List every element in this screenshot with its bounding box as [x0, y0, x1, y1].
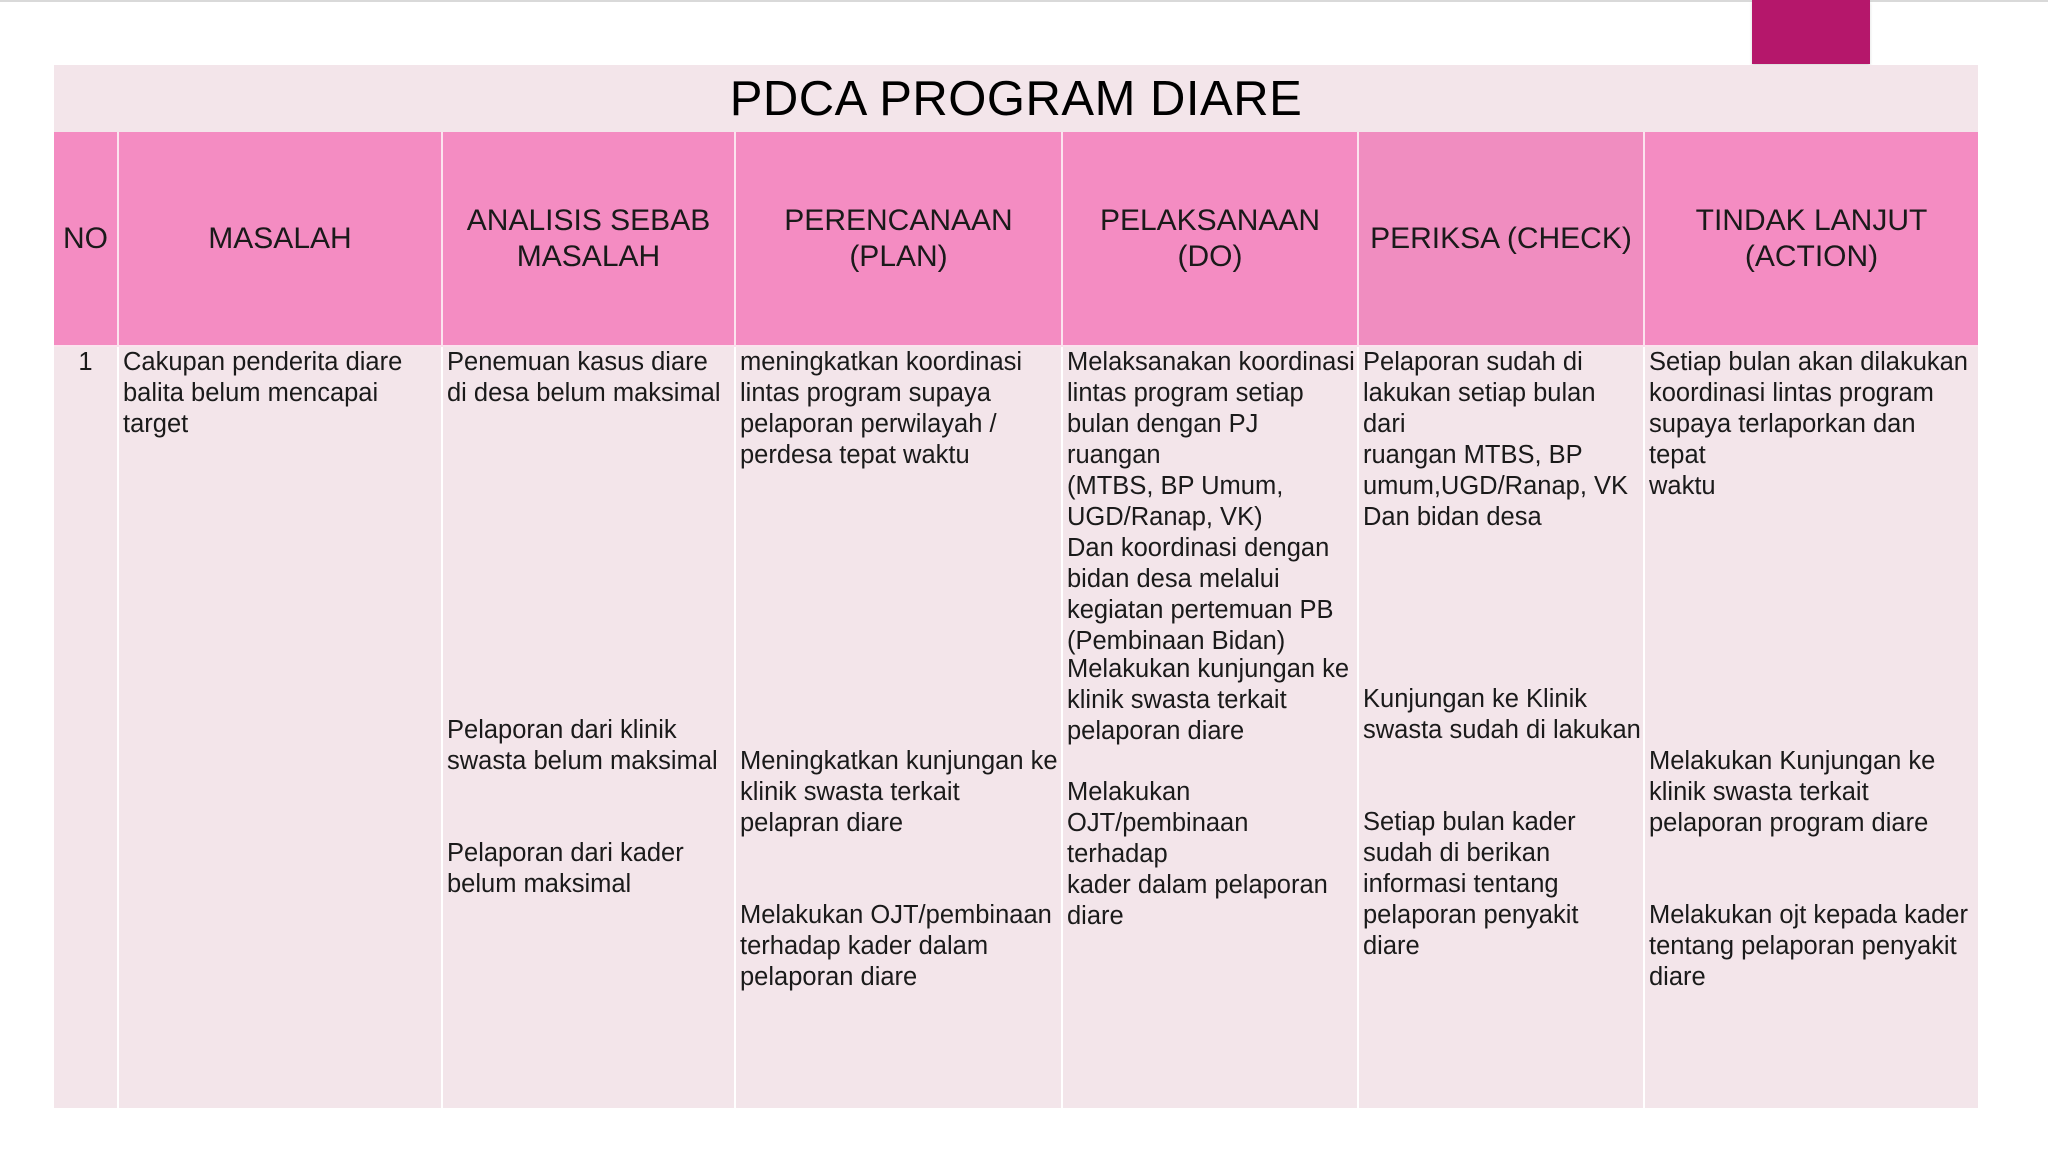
action-item: Setiap bulan akan dilakukan koordinasi lintas program supaya terlaporkan dan tepat waktu	[1649, 348, 1968, 500]
check-item: Pelaporan sudah di lakukan setiap bulan dari ruangan MTBS, BP umum,UGD/Ranap, VK Dan bidan desa	[1363, 348, 1629, 531]
do-item: Melakukan OJT/pembinaan terhadap kader dalam pelaporan diare	[1067, 778, 1328, 930]
header-row	[54, 132, 1978, 346]
plan-item: meningkatkan koordinasi lintas program supaya pelaporan perwilayah / perdesa tepat waktu	[740, 348, 1023, 469]
slide-title: PDCA PROGRAM DIARE	[729, 71, 1303, 126]
plan-item: Meningkatkan kunjungan ke klinik swasta terkait pelapran diare	[740, 747, 1058, 837]
title-band	[54, 65, 1978, 132]
action-item: Melakukan ojt kepada kader tentang pelaporan penyakit diare	[1649, 901, 1968, 991]
cell-masalah	[118, 346, 442, 1108]
top-divider	[0, 0, 2048, 2]
cell-action	[1644, 346, 1978, 1108]
analisis-item: Pelaporan dari klinik swasta belum maksimal	[447, 716, 718, 775]
do-item: Melaksanakan koordinasi lintas program setiap bulan dengan PJ ruangan (MTBS, BP Umum, UGD/Ranap, VK) Dan koordinasi dengan bidan desa melalui kegiatan pertemuan PB (Pembinaan Bidan)	[1067, 348, 1355, 655]
check-item: Setiap bulan kader sudah di berikan informasi tentang pelaporan penyakit diare	[1363, 808, 1579, 960]
header-masalah: MASALAH	[118, 132, 442, 346]
plan-item: Melakukan OJT/pembinaan terhadap kader dalam pelaporan diare	[740, 901, 1052, 991]
analisis-item: Pelaporan dari kader belum maksimal	[447, 839, 684, 898]
header-do: PELAKSANAAN (DO)	[1062, 132, 1358, 346]
analisis-item: Penemuan kasus diare di desa belum maksimal	[447, 348, 721, 407]
header-check: PERIKSA (CHECK)	[1358, 132, 1644, 346]
check-item: Kunjungan ke Klinik swasta sudah di lakukan	[1363, 685, 1641, 744]
pdca-table	[54, 132, 1978, 1108]
accent-tab	[1752, 0, 1870, 64]
pdca-table-container	[54, 65, 1978, 1108]
header-action: TINDAK LANJUT (ACTION)	[1644, 132, 1978, 346]
cell-do	[1062, 346, 1358, 1108]
cell-plan	[735, 346, 1062, 1108]
row-number: 1	[78, 348, 93, 376]
do-item: Melakukan kunjungan ke klinik swasta terkait pelaporan diare	[1067, 655, 1350, 745]
table-row	[54, 346, 1978, 1108]
header-no: NO	[54, 132, 118, 346]
masalah-text: Cakupan penderita diare balita belum mencapai target	[123, 348, 403, 438]
header-analisis: ANALISIS SEBAB MASALAH	[442, 132, 735, 346]
cell-analisis	[442, 346, 735, 1108]
header-plan: PERENCANAAN (PLAN)	[735, 132, 1062, 346]
action-item: Melakukan Kunjungan ke klinik swasta terkait pelaporan program diare	[1649, 747, 1936, 837]
cell-no	[54, 346, 118, 1108]
cell-check	[1358, 346, 1644, 1108]
